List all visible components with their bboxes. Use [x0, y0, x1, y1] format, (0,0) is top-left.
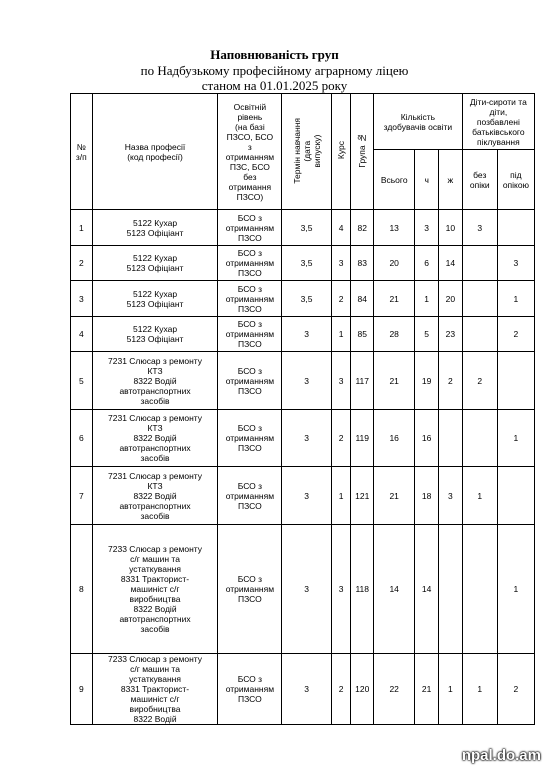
cell-male: 3: [415, 210, 439, 246]
cell-total: 22: [374, 654, 415, 725]
document-subtitle: по Надбузькому професійному аграрному ліцею: [140, 63, 409, 78]
table-row: [71, 281, 535, 317]
cell-term: 3,5: [282, 281, 331, 317]
cell-total: 21: [374, 352, 415, 410]
cell-term: 3: [282, 654, 331, 725]
document-title: Наповнюваність груп: [210, 47, 339, 62]
cell-no-care: 1: [462, 654, 497, 725]
groups-table: [70, 93, 535, 725]
cell-education: БСО з отриманням ПЗСО: [218, 317, 282, 352]
cell-group: 118: [351, 525, 374, 654]
document-date-line: станом на 01.01.2025 року: [201, 78, 348, 93]
cell-course: 2: [331, 281, 351, 317]
cell-male: 19: [415, 352, 439, 410]
cell-group: 85: [351, 317, 374, 352]
header-no-care: без опіки: [462, 150, 497, 210]
cell-course: 2: [331, 410, 351, 467]
cell-female: 2: [439, 352, 463, 410]
cell-num: 9: [71, 654, 93, 725]
cell-no-care: [462, 246, 497, 281]
cell-education: БСО з отриманням ПЗСО: [218, 654, 282, 725]
cell-male: 5: [415, 317, 439, 352]
header-group-text: Група №: [357, 133, 368, 168]
cell-total: 20: [374, 246, 415, 281]
table-row: [71, 410, 535, 467]
cell-education: БСО з отриманням ПЗСО: [218, 525, 282, 654]
cell-total: 13: [374, 210, 415, 246]
cell-no-care: [462, 281, 497, 317]
cell-group: 84: [351, 281, 374, 317]
cell-with-care: 2: [497, 317, 534, 352]
cell-num: 2: [71, 246, 93, 281]
table-row: [71, 467, 535, 525]
cell-num: 6: [71, 410, 93, 467]
cell-group: 119: [351, 410, 374, 467]
cell-total: 16: [374, 410, 415, 467]
cell-male: 1: [415, 281, 439, 317]
cell-num: 4: [71, 317, 93, 352]
cell-course: 3: [331, 246, 351, 281]
header-term: [282, 94, 331, 210]
cell-education: БСО з отриманням ПЗСО: [218, 352, 282, 410]
cell-course: 1: [331, 467, 351, 525]
cell-profession: 5122 Кухар 5123 Офіціант: [92, 210, 218, 246]
header-male: ч: [415, 150, 439, 210]
cell-female: 10: [439, 210, 463, 246]
header-group: [351, 94, 374, 210]
header-female: ж: [439, 150, 463, 210]
cell-with-care: 3: [497, 246, 534, 281]
cell-profession: 5122 Кухар 5123 Офіціант: [92, 317, 218, 352]
cell-no-care: 2: [462, 352, 497, 410]
cell-profession: 7231 Слюсар з ремонту КТЗ 8322 Водій автотранспортних засобів: [92, 352, 218, 410]
cell-female: 14: [439, 246, 463, 281]
cell-female: [439, 525, 463, 654]
cell-total: 21: [374, 467, 415, 525]
header-orphans: Діти-сироти та діти, позбавлені батьківського піклування: [462, 94, 534, 150]
cell-term: 3,5: [282, 210, 331, 246]
cell-profession: 5122 Кухар 5123 Офіціант: [92, 246, 218, 281]
cell-with-care: 1: [497, 410, 534, 467]
cell-male: 16: [415, 410, 439, 467]
cell-profession: 5122 Кухар 5123 Офіціант: [92, 281, 218, 317]
cell-group: 83: [351, 246, 374, 281]
cell-course: 3: [331, 352, 351, 410]
table-row: [71, 246, 535, 281]
cell-with-care: [497, 352, 534, 410]
cell-total: 28: [374, 317, 415, 352]
cell-course: 1: [331, 317, 351, 352]
cell-education: БСО з отриманням ПЗСО: [218, 410, 282, 467]
cell-term: 3: [282, 410, 331, 467]
cell-total: 14: [374, 525, 415, 654]
cell-no-care: 1: [462, 467, 497, 525]
cell-term: 3,5: [282, 246, 331, 281]
cell-no-care: [462, 410, 497, 467]
cell-profession: 7231 Слюсар з ремонту КТЗ 8322 Водій автотранспортних засобів: [92, 410, 218, 467]
table-row: [71, 210, 535, 246]
cell-group: 121: [351, 467, 374, 525]
table-row: [71, 654, 535, 725]
table-row: [71, 525, 535, 654]
cell-with-care: [497, 210, 534, 246]
cell-no-care: 3: [462, 210, 497, 246]
cell-course: 2: [331, 654, 351, 725]
header-course: [331, 94, 351, 210]
cell-male: 18: [415, 467, 439, 525]
cell-group: 120: [351, 654, 374, 725]
cell-female: 20: [439, 281, 463, 317]
header-course-text: Курс: [336, 141, 347, 160]
cell-num: 1: [71, 210, 93, 246]
cell-course: 4: [331, 210, 351, 246]
cell-female: 1: [439, 654, 463, 725]
cell-education: БСО з отриманням ПЗСО: [218, 467, 282, 525]
site-watermark: npal.do.am: [461, 747, 541, 764]
cell-profession: 7231 Слюсар з ремонту КТЗ 8322 Водій автотранспортних засобів: [92, 467, 218, 525]
cell-num: 3: [71, 281, 93, 317]
cell-num: 5: [71, 352, 93, 410]
cell-female: 3: [439, 467, 463, 525]
cell-profession: 7233 Слюсар з ремонту с/г машин та устаткування 8331 Тракторист- машиніст с/г виробництва 8322 Водій автотранспортних засобів: [92, 525, 218, 654]
header-education-level: Освітній рівень (на базі ПЗСО, БСО з отриманням ПЗС, БСО без отримання ПЗСО): [218, 94, 282, 210]
cell-education: БСО з отриманням ПЗСО: [218, 281, 282, 317]
table-body: [71, 210, 535, 725]
header-number: № з/п: [71, 94, 93, 210]
cell-num: 8: [71, 525, 93, 654]
cell-male: 21: [415, 654, 439, 725]
cell-male: 6: [415, 246, 439, 281]
cell-with-care: 1: [497, 281, 534, 317]
header-with-care: під опікою: [497, 150, 534, 210]
cell-male: 14: [415, 525, 439, 654]
cell-group: 82: [351, 210, 374, 246]
cell-no-care: [462, 525, 497, 654]
header-profession: Назва професії (код професії): [92, 94, 218, 210]
cell-education: БСО з отриманням ПЗСО: [218, 246, 282, 281]
cell-with-care: 1: [497, 525, 534, 654]
cell-education: БСО з отриманням ПЗСО: [218, 210, 282, 246]
cell-total: 21: [374, 281, 415, 317]
cell-term: 3: [282, 467, 331, 525]
cell-num: 7: [71, 467, 93, 525]
cell-term: 3: [282, 352, 331, 410]
table-row: [71, 352, 535, 410]
cell-female: [439, 410, 463, 467]
cell-term: 3: [282, 317, 331, 352]
cell-course: 3: [331, 525, 351, 654]
cell-term: 3: [282, 525, 331, 654]
cell-no-care: [462, 317, 497, 352]
header-total: Всього: [374, 150, 415, 210]
header-students-count: Кількість здобувачів освіти: [374, 94, 463, 150]
table-row: [71, 317, 535, 352]
cell-female: 23: [439, 317, 463, 352]
cell-group: 117: [351, 352, 374, 410]
cell-profession: 7233 Слюсар з ремонту с/г машин та устаткування 8331 Тракторист- машиніст с/г виробництва 8322 Водій: [92, 654, 218, 725]
cell-with-care: 2: [497, 654, 534, 725]
header-term-text: Термін навчання (дата випуску): [291, 117, 322, 184]
cell-with-care: [497, 467, 534, 525]
